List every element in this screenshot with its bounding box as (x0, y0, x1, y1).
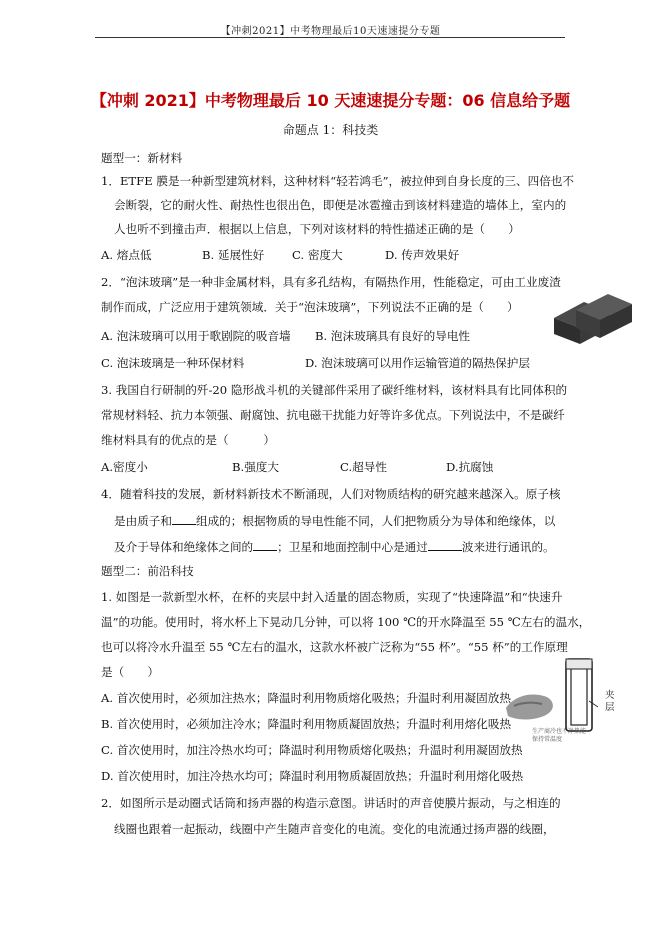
question-text-line: 线圈也跟着一起振动，线圈中产生随声音变化的电流。变化的电流通过扬声器的线圈， (114, 822, 555, 836)
figure-note: 生产商冷也不净热能 保持常温度 (532, 728, 587, 743)
question-text-line: 4．随着科技的发展，新材料新技术不断涌现，人们对物质结构的研究越来越深入。原子核 (101, 487, 561, 501)
question-text-fragment: 及介于导体和绝缘体之间的 (114, 540, 254, 554)
question-text-line: 维材料具有的优点的是（ ） (101, 433, 275, 447)
running-header: 【冲刺2021】中考物理最后10天速速提分专题 (220, 26, 441, 37)
fill-blank (172, 512, 196, 525)
question-text-line: 温”的功能。使用时，将水杯上下晃动几分钟，可以将 100 ℃的开水降温至 55 ℃左右的温水， (101, 615, 591, 629)
answer-option: D.抗腐蚀 (446, 460, 494, 474)
section-heading-frontier-tech: 题型二：前沿科技 (101, 564, 194, 578)
answer-option: D. 泡沫玻璃可以用作运输管道的隔热保护层 (305, 356, 530, 370)
answer-option: C.超导性 (340, 460, 387, 474)
question-text-line: 人也听不到撞击声．根据以上信息，下列对该材料的特性描述正确的是（ ） (114, 222, 520, 236)
answer-option: B.强度大 (232, 460, 279, 474)
question-text-line: 是（ ） (101, 665, 159, 679)
section-heading-new-materials: 题型一：新材料 (101, 151, 183, 165)
figure-label-interlayer: 夹层 (605, 690, 615, 713)
question-text-line: 也可以将冷水升温至 55 ℃左右的温水，这款水杯被广泛称为“55 杯”。“55 杯”的工作原理 (101, 640, 568, 654)
cup-diagram-image (560, 655, 600, 737)
question-text-line: 3. 我国自行研制的歼-20 隐形战斗机的关键部件采用了碳纤维材料，该材料具有比同体积的 (101, 383, 568, 397)
question-text-line: 常规材料轻、抗力本领强、耐腐蚀、抗电磁干扰能力好等许多优点。下列说法中，不是碳纤 (101, 408, 565, 422)
answer-option: B. 泡沫玻璃具有良好的导电性 (315, 329, 471, 343)
question-text-line (114, 512, 555, 529)
answer-option: B. 首次使用时，必须加注冷水；降温时利用物质凝固放热；升温时利用熔化吸热 (101, 717, 512, 731)
foam-glass-blocks-image (550, 290, 636, 352)
document-subtitle: 命题点 1：科技类 (282, 123, 379, 137)
fill-blank (253, 538, 277, 551)
question-text-line (114, 538, 555, 555)
answer-option: A. 首次使用时，必须加注热水；降温时利用物质熔化吸热；升温时利用凝固放热 (101, 691, 511, 705)
header-divider (95, 37, 565, 38)
question-text-fragment: ；卫星和地面控制中心是通过 (277, 540, 428, 554)
question-text-line: 2．“泡沫玻璃”是一种非金属材料，具有多孔结构，有隔热作用，性能稳定，可由工业废渣 (101, 275, 561, 289)
answer-option: A. 熔点低 (101, 248, 152, 262)
answer-option: A. 泡沫玻璃可以用于歌剧院的吸音墙 (101, 329, 291, 343)
question-text-line: 1．ETFE 膜是一种新型建筑材料，这种材料“轻若鸿毛”，被拉伸到自身长度的三、四倍也不 (101, 174, 574, 188)
question-text-fragment: 是由质子和 (114, 514, 172, 528)
question-text-line: 会断裂，它的耐火性、耐热性也很出色，即便是冰雹撞击到该材料建造的墙体上，室内的 (114, 198, 567, 212)
question-text-line: 1. 如图是一款新型水杯，在杯的夹层中封入适量的固态物质，实现了“快速降温”和“快速升 (101, 590, 563, 604)
question-text-fragment: 组成的；根据物质的导电性能不同，人们把物质分为导体和绝缘体，以 (195, 514, 556, 528)
answer-option: C. 泡沫玻璃是一种环保材料 (101, 356, 245, 370)
answer-option: B. 延展性好 (202, 248, 265, 262)
answer-option: C. 首次使用时，加注冷热水均可；降温时利用物质熔化吸热；升温时利用凝固放热 (101, 743, 523, 757)
question-text-line: 2．如图所示是动圈式话筒和扬声器的构造示意图。讲话时的声音使膜片振动，与之相连的 (101, 796, 561, 810)
document-title: 【冲刺 2021】中考物理最后 10 天速速提分专题：06 信息给予题 (90, 91, 571, 110)
hand-holding-cup-image (500, 680, 560, 725)
fill-blank (428, 538, 462, 551)
answer-option: A.密度小 (101, 460, 148, 474)
question-text-fragment: 波来进行通讯的。 (461, 540, 555, 554)
answer-option: C. 密度大 (292, 248, 343, 262)
question-text-line: 制作而成，广泛应用于建筑领域．关于“泡沫玻璃”，下列说法不正确的是（ ） (101, 300, 519, 314)
answer-option: D. 首次使用时，加注冷热水均可；降温时利用物质凝固放热；升温时利用熔化吸热 (101, 769, 524, 783)
answer-option: D. 传声效果好 (385, 248, 460, 262)
